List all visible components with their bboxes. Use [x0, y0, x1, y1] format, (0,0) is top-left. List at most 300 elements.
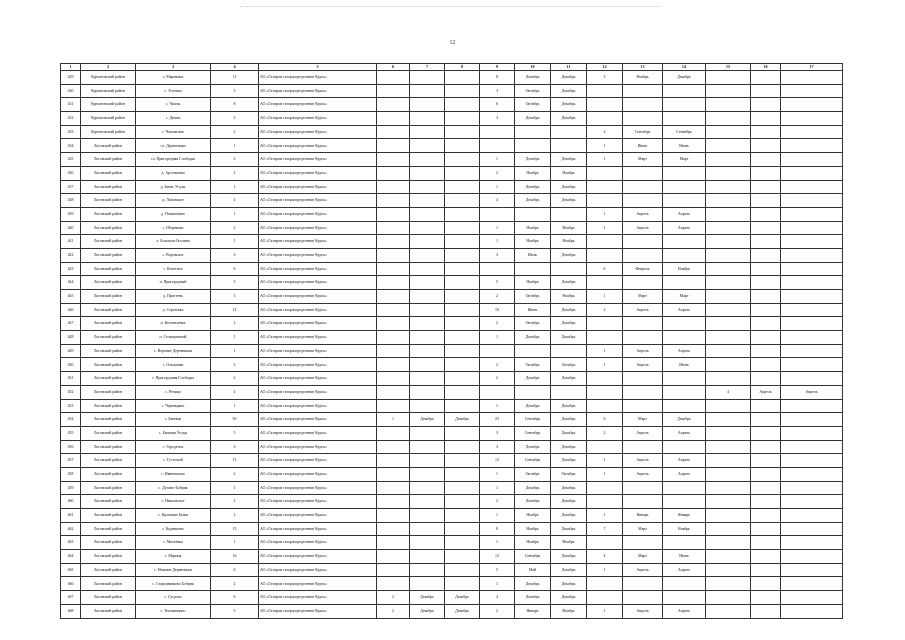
table-cell [377, 262, 410, 276]
table-cell: 2 [211, 509, 259, 523]
table-cell: 12 [211, 303, 259, 317]
table-cell: Курчатовский район [81, 71, 136, 85]
table-cell [781, 591, 843, 605]
table-cell: 431 [61, 98, 81, 112]
table-cell [706, 153, 751, 167]
table-cell [445, 194, 480, 208]
table-cell: Апрель [623, 426, 663, 440]
table-cell [751, 509, 781, 523]
table-cell: Октябрь [515, 98, 551, 112]
table-cell [410, 481, 445, 495]
table-cell: с. Ольшанка [136, 358, 211, 372]
table-cell: Ноябрь [515, 221, 551, 235]
table-cell [623, 84, 663, 98]
table-cell: АО «Газпром газораспределение Курск» [259, 125, 377, 139]
table-cell: 2 [480, 166, 515, 180]
table-row [61, 84, 843, 98]
table-cell: АО «Газпром газораспределение Курск» [259, 331, 377, 345]
table-cell: Льговский район [81, 481, 136, 495]
table-cell: 1 [211, 139, 259, 153]
table-cell [781, 358, 843, 372]
table-cell [706, 139, 751, 153]
table-cell: Декабрь [551, 577, 587, 591]
table-cell [587, 591, 623, 605]
table-cell [623, 399, 663, 413]
table-cell: Июль [515, 248, 551, 262]
table-cell [781, 550, 843, 564]
table-row [61, 509, 843, 523]
table-cell: 439 [61, 207, 81, 221]
table-cell: АО «Газпром газораспределение Курск» [259, 440, 377, 454]
table-cell: д. Арсеньевка [136, 166, 211, 180]
table-cell: АО «Газпром газораспределение Курск» [259, 591, 377, 605]
table-cell: Декабрь [551, 248, 587, 262]
table-cell [445, 153, 480, 167]
table-cell [410, 344, 445, 358]
table-cell [377, 522, 410, 536]
table-cell: Декабрь [551, 413, 587, 427]
table-cell [410, 221, 445, 235]
table-cell [781, 235, 843, 249]
table-cell: 4 [480, 591, 515, 605]
table-cell [751, 303, 781, 317]
table-cell [706, 509, 751, 523]
table-cell: Декабрь [551, 591, 587, 605]
table-cell [515, 125, 551, 139]
table-cell: Декабрь [515, 577, 551, 591]
table-row [61, 331, 843, 345]
table-cell [706, 235, 751, 249]
table-cell: с. Банище [136, 413, 211, 427]
table-cell: Льговский район [81, 440, 136, 454]
table-cell: Декабрь [551, 112, 587, 126]
table-cell: с. Кромские Быки [136, 509, 211, 523]
table-cell [706, 98, 751, 112]
table-cell [480, 207, 515, 221]
table-cell [663, 536, 706, 550]
table-cell [377, 84, 410, 98]
table-cell: Льговский район [81, 290, 136, 304]
table-cell [445, 536, 480, 550]
table-cell: Ноябрь [515, 235, 551, 249]
table-cell: 1 [480, 481, 515, 495]
table-cell [410, 84, 445, 98]
table-cell [445, 550, 480, 564]
table-cell [751, 399, 781, 413]
table-cell [751, 495, 781, 509]
table-cell: 1 [480, 399, 515, 413]
table-cell [515, 385, 551, 399]
table-cell [445, 262, 480, 276]
table-cell: 6 [480, 98, 515, 112]
table-cell [781, 522, 843, 536]
table-cell [623, 440, 663, 454]
table-cell: Апрель [623, 303, 663, 317]
table-cell: 30 [211, 413, 259, 427]
table-cell: 1 [211, 235, 259, 249]
table-cell [781, 207, 843, 221]
table-cell: сл. Деревеньки [136, 139, 211, 153]
table-cell [445, 331, 480, 345]
table-cell [751, 467, 781, 481]
table-cell: 451 [61, 372, 81, 386]
table-cell: 1 [211, 331, 259, 345]
table-cell [377, 207, 410, 221]
table-cell [781, 495, 843, 509]
table-row [61, 399, 843, 413]
table-cell: АО «Газпром газораспределение Курск» [259, 221, 377, 235]
table-cell [445, 248, 480, 262]
table-cell [751, 317, 781, 331]
table-cell [663, 331, 706, 345]
table-cell [751, 331, 781, 345]
table-cell [751, 207, 781, 221]
table-cell [377, 125, 410, 139]
table-cell [445, 426, 480, 440]
table-cell: 1 [587, 467, 623, 481]
table-cell [480, 262, 515, 276]
table-cell [445, 467, 480, 481]
table-cell: Декабрь [551, 194, 587, 208]
table-cell [410, 139, 445, 153]
table-cell [706, 413, 751, 427]
table-cell: п. Селищанский [136, 331, 211, 345]
table-cell: АО «Газпром газораспределение Курск» [259, 235, 377, 249]
table-row [61, 98, 843, 112]
table-cell [587, 331, 623, 345]
table-row [61, 358, 843, 372]
table-cell: Льговский район [81, 495, 136, 509]
table-cell: 3 [211, 440, 259, 454]
table-cell: Март [623, 522, 663, 536]
column-header: 8 [445, 64, 480, 71]
table-cell: АО «Газпром газораспределение Курск» [259, 276, 377, 290]
table-cell: 4 [587, 550, 623, 564]
table-cell [706, 180, 751, 194]
table-cell: Апрель [751, 385, 781, 399]
table-cell [587, 276, 623, 290]
table-cell [587, 495, 623, 509]
table-cell: д. Пристень [136, 290, 211, 304]
table-cell [623, 481, 663, 495]
table-cell [480, 344, 515, 358]
table-cell [410, 426, 445, 440]
table-row [61, 495, 843, 509]
table-cell: Июнь [663, 358, 706, 372]
header-row [61, 64, 843, 71]
table-cell: Льговский район [81, 454, 136, 468]
table-cell [377, 385, 410, 399]
table-cell: Октябрь [515, 290, 551, 304]
table-cell: АО «Газпром газораспределение Курск» [259, 166, 377, 180]
table-cell: с. Верхние Деревеньки [136, 344, 211, 358]
table-cell: 3 [211, 290, 259, 304]
table-cell [587, 235, 623, 249]
table-cell: Льговский район [81, 194, 136, 208]
table-cell: Курчатовский район [81, 112, 136, 126]
table-cell: Октябрь [551, 358, 587, 372]
table-row [61, 180, 843, 194]
table-cell [781, 577, 843, 591]
table-cell [781, 303, 843, 317]
table-row [61, 604, 843, 618]
table-cell: Ноябрь [551, 221, 587, 235]
table-cell [445, 563, 480, 577]
table-cell: Апрель [663, 563, 706, 577]
table-cell: Декабрь [515, 71, 551, 85]
table-cell [587, 180, 623, 194]
table-cell: 429 [61, 71, 81, 85]
table-cell [445, 290, 480, 304]
table-cell: АО «Газпром газораспределение Курск» [259, 194, 377, 208]
table-cell: АО «Газпром газораспределение Курск» [259, 290, 377, 304]
table-cell: Льговский район [81, 467, 136, 481]
table-cell: Апрель [663, 467, 706, 481]
table-cell: АО «Газпром газораспределение Курск» [259, 84, 377, 98]
table-cell [781, 536, 843, 550]
table-cell: 2 [587, 426, 623, 440]
table-cell [706, 426, 751, 440]
table-cell [781, 454, 843, 468]
table-cell: 6 [211, 591, 259, 605]
table-cell: 441 [61, 235, 81, 249]
table-cell: с. Речица [136, 385, 211, 399]
table-cell [410, 207, 445, 221]
table-cell: 450 [61, 358, 81, 372]
table-cell: 461 [61, 509, 81, 523]
table-cell [587, 317, 623, 331]
column-header: 3 [136, 64, 211, 71]
table-cell: Декабрь [551, 372, 587, 386]
table-cell: Апрель [623, 563, 663, 577]
table-cell: Октябрь [515, 467, 551, 481]
table-cell [377, 454, 410, 468]
table-cell: АО «Газпром газораспределение Курск» [259, 248, 377, 262]
table-cell: Ноябрь [515, 522, 551, 536]
table-cell [587, 440, 623, 454]
page-number: 12 [449, 40, 456, 46]
table-cell [377, 467, 410, 481]
table-cell [410, 276, 445, 290]
table-cell [623, 536, 663, 550]
table-cell: 465 [61, 563, 81, 577]
table-cell [410, 331, 445, 345]
table-cell: 6 [587, 262, 623, 276]
table-cell [781, 262, 843, 276]
table-cell [781, 317, 843, 331]
table-cell: с. Никольское [136, 495, 211, 509]
table-cell: Апрель [663, 454, 706, 468]
table-cell [781, 153, 843, 167]
table-cell [410, 385, 445, 399]
table-cell: с. Сугрово [136, 591, 211, 605]
table-cell [377, 344, 410, 358]
table-cell: АО «Газпром газораспределение Курск» [259, 139, 377, 153]
table-cell [377, 98, 410, 112]
table-cell [410, 399, 445, 413]
table-cell: 4 [706, 385, 751, 399]
table-cell: Сентябрь [515, 454, 551, 468]
table-cell: Ноябрь [551, 290, 587, 304]
table-cell: Льговский район [81, 303, 136, 317]
table-cell: Декабрь [515, 440, 551, 454]
table-cell [410, 153, 445, 167]
table-cell: 467 [61, 591, 81, 605]
table-cell [410, 248, 445, 262]
table-cell: 4 [211, 385, 259, 399]
table-cell [663, 317, 706, 331]
table-cell: АО «Газпром газораспределение Курск» [259, 399, 377, 413]
table-cell: Апрель [623, 358, 663, 372]
table-cell [751, 112, 781, 126]
table-cell [551, 385, 587, 399]
table-cell: п. Колонтаевка [136, 317, 211, 331]
table-cell [706, 563, 751, 577]
table-cell: Декабрь [515, 591, 551, 605]
table-cell [663, 385, 706, 399]
table-cell [623, 276, 663, 290]
table-cell [706, 262, 751, 276]
table-cell: 2 [480, 604, 515, 618]
table-cell: 453 [61, 399, 81, 413]
table-cell [663, 180, 706, 194]
table-cell: АО «Газпром газораспределение Курск» [259, 303, 377, 317]
table-cell: 4 [211, 194, 259, 208]
table-cell: с. Банищи Угоды [136, 426, 211, 440]
table-cell: Июнь [663, 550, 706, 564]
table-cell [781, 563, 843, 577]
table-cell [445, 495, 480, 509]
table-cell [377, 399, 410, 413]
table-cell: Декабрь [551, 317, 587, 331]
table-cell [445, 98, 480, 112]
table-cell: Льговский район [81, 358, 136, 372]
table-cell [623, 495, 663, 509]
table-cell [706, 440, 751, 454]
column-header: 6 [377, 64, 410, 71]
table-cell: 3 [211, 248, 259, 262]
table-cell: Декабрь [445, 591, 480, 605]
table-cell: 2 [377, 591, 410, 605]
table-cell: АО «Газпром газораспределение Курск» [259, 550, 377, 564]
table-cell: АО «Газпром газораспределение Курск» [259, 426, 377, 440]
table-cell: Льговский район [81, 536, 136, 550]
table-cell: Январь [623, 509, 663, 523]
table-cell: Ноябрь [551, 166, 587, 180]
table-cell [410, 454, 445, 468]
table-cell [587, 248, 623, 262]
table-cell [377, 317, 410, 331]
table-cell [706, 84, 751, 98]
table-cell [751, 563, 781, 577]
table-cell: Декабрь [551, 84, 587, 98]
table-cell [781, 276, 843, 290]
table-cell: Декабрь [445, 413, 480, 427]
table-row [61, 112, 843, 126]
table-cell [706, 221, 751, 235]
table-cell: Апрель [623, 207, 663, 221]
table-cell: Январь [515, 604, 551, 618]
table-cell: 5 [480, 276, 515, 290]
table-cell: Льговский район [81, 399, 136, 413]
table-cell [551, 139, 587, 153]
table-cell [663, 84, 706, 98]
table-cell: с. Чаплы [136, 98, 211, 112]
table-cell [706, 550, 751, 564]
table-cell: д. Сергеевка [136, 303, 211, 317]
table-cell: с. Кочетное [136, 262, 211, 276]
table-cell [410, 577, 445, 591]
table-cell [751, 125, 781, 139]
table-cell [551, 125, 587, 139]
table-row [61, 235, 843, 249]
table-cell: 1 [480, 577, 515, 591]
table-cell [480, 139, 515, 153]
table-cell: Льговский район [81, 153, 136, 167]
table-cell [445, 509, 480, 523]
table-cell [445, 303, 480, 317]
table-cell: Март [623, 290, 663, 304]
table-cell: Льговский район [81, 522, 136, 536]
table-cell: с. Дичня [136, 112, 211, 126]
table-cell: Декабрь [551, 71, 587, 85]
table-cell [751, 221, 781, 235]
table-cell [706, 317, 751, 331]
table-cell [706, 331, 751, 345]
table-cell: 1 [587, 344, 623, 358]
table-cell: Сентябрь [623, 125, 663, 139]
table-cell [480, 385, 515, 399]
table-cell [781, 194, 843, 208]
table-cell [751, 413, 781, 427]
table-cell: с. Нижние Деревеньки [136, 563, 211, 577]
table-cell: Март [663, 290, 706, 304]
table-cell [445, 372, 480, 386]
table-cell [663, 112, 706, 126]
table-cell [663, 98, 706, 112]
table-cell [781, 331, 843, 345]
table-cell [410, 358, 445, 372]
table-cell: 1 [211, 180, 259, 194]
table-cell: Декабрь [515, 495, 551, 509]
table-cell [445, 125, 480, 139]
table-cell: Декабрь [551, 522, 587, 536]
table-cell [706, 112, 751, 126]
table-cell: 6 [211, 563, 259, 577]
table-cell [663, 399, 706, 413]
table-row [61, 536, 843, 550]
table-cell: 1 [587, 454, 623, 468]
table-cell: д. Локинское [136, 194, 211, 208]
table-cell: 458 [61, 467, 81, 481]
table-cell [751, 372, 781, 386]
table-cell: АО «Газпром газораспределение Курск» [259, 153, 377, 167]
table-row [61, 290, 843, 304]
table-cell: 1 [211, 536, 259, 550]
table-cell [410, 125, 445, 139]
table-cell [410, 71, 445, 85]
table-cell: Декабрь [551, 276, 587, 290]
table-cell: 460 [61, 495, 81, 509]
table-cell [751, 440, 781, 454]
table-cell: 1 [587, 358, 623, 372]
table-cell: АО «Газпром газораспределение Курск» [259, 413, 377, 427]
table-cell: Декабрь [551, 454, 587, 468]
table-cell [587, 84, 623, 98]
table-cell: Декабрь [551, 495, 587, 509]
table-cell: АО «Газпром газораспределение Курск» [259, 495, 377, 509]
table-cell [377, 112, 410, 126]
